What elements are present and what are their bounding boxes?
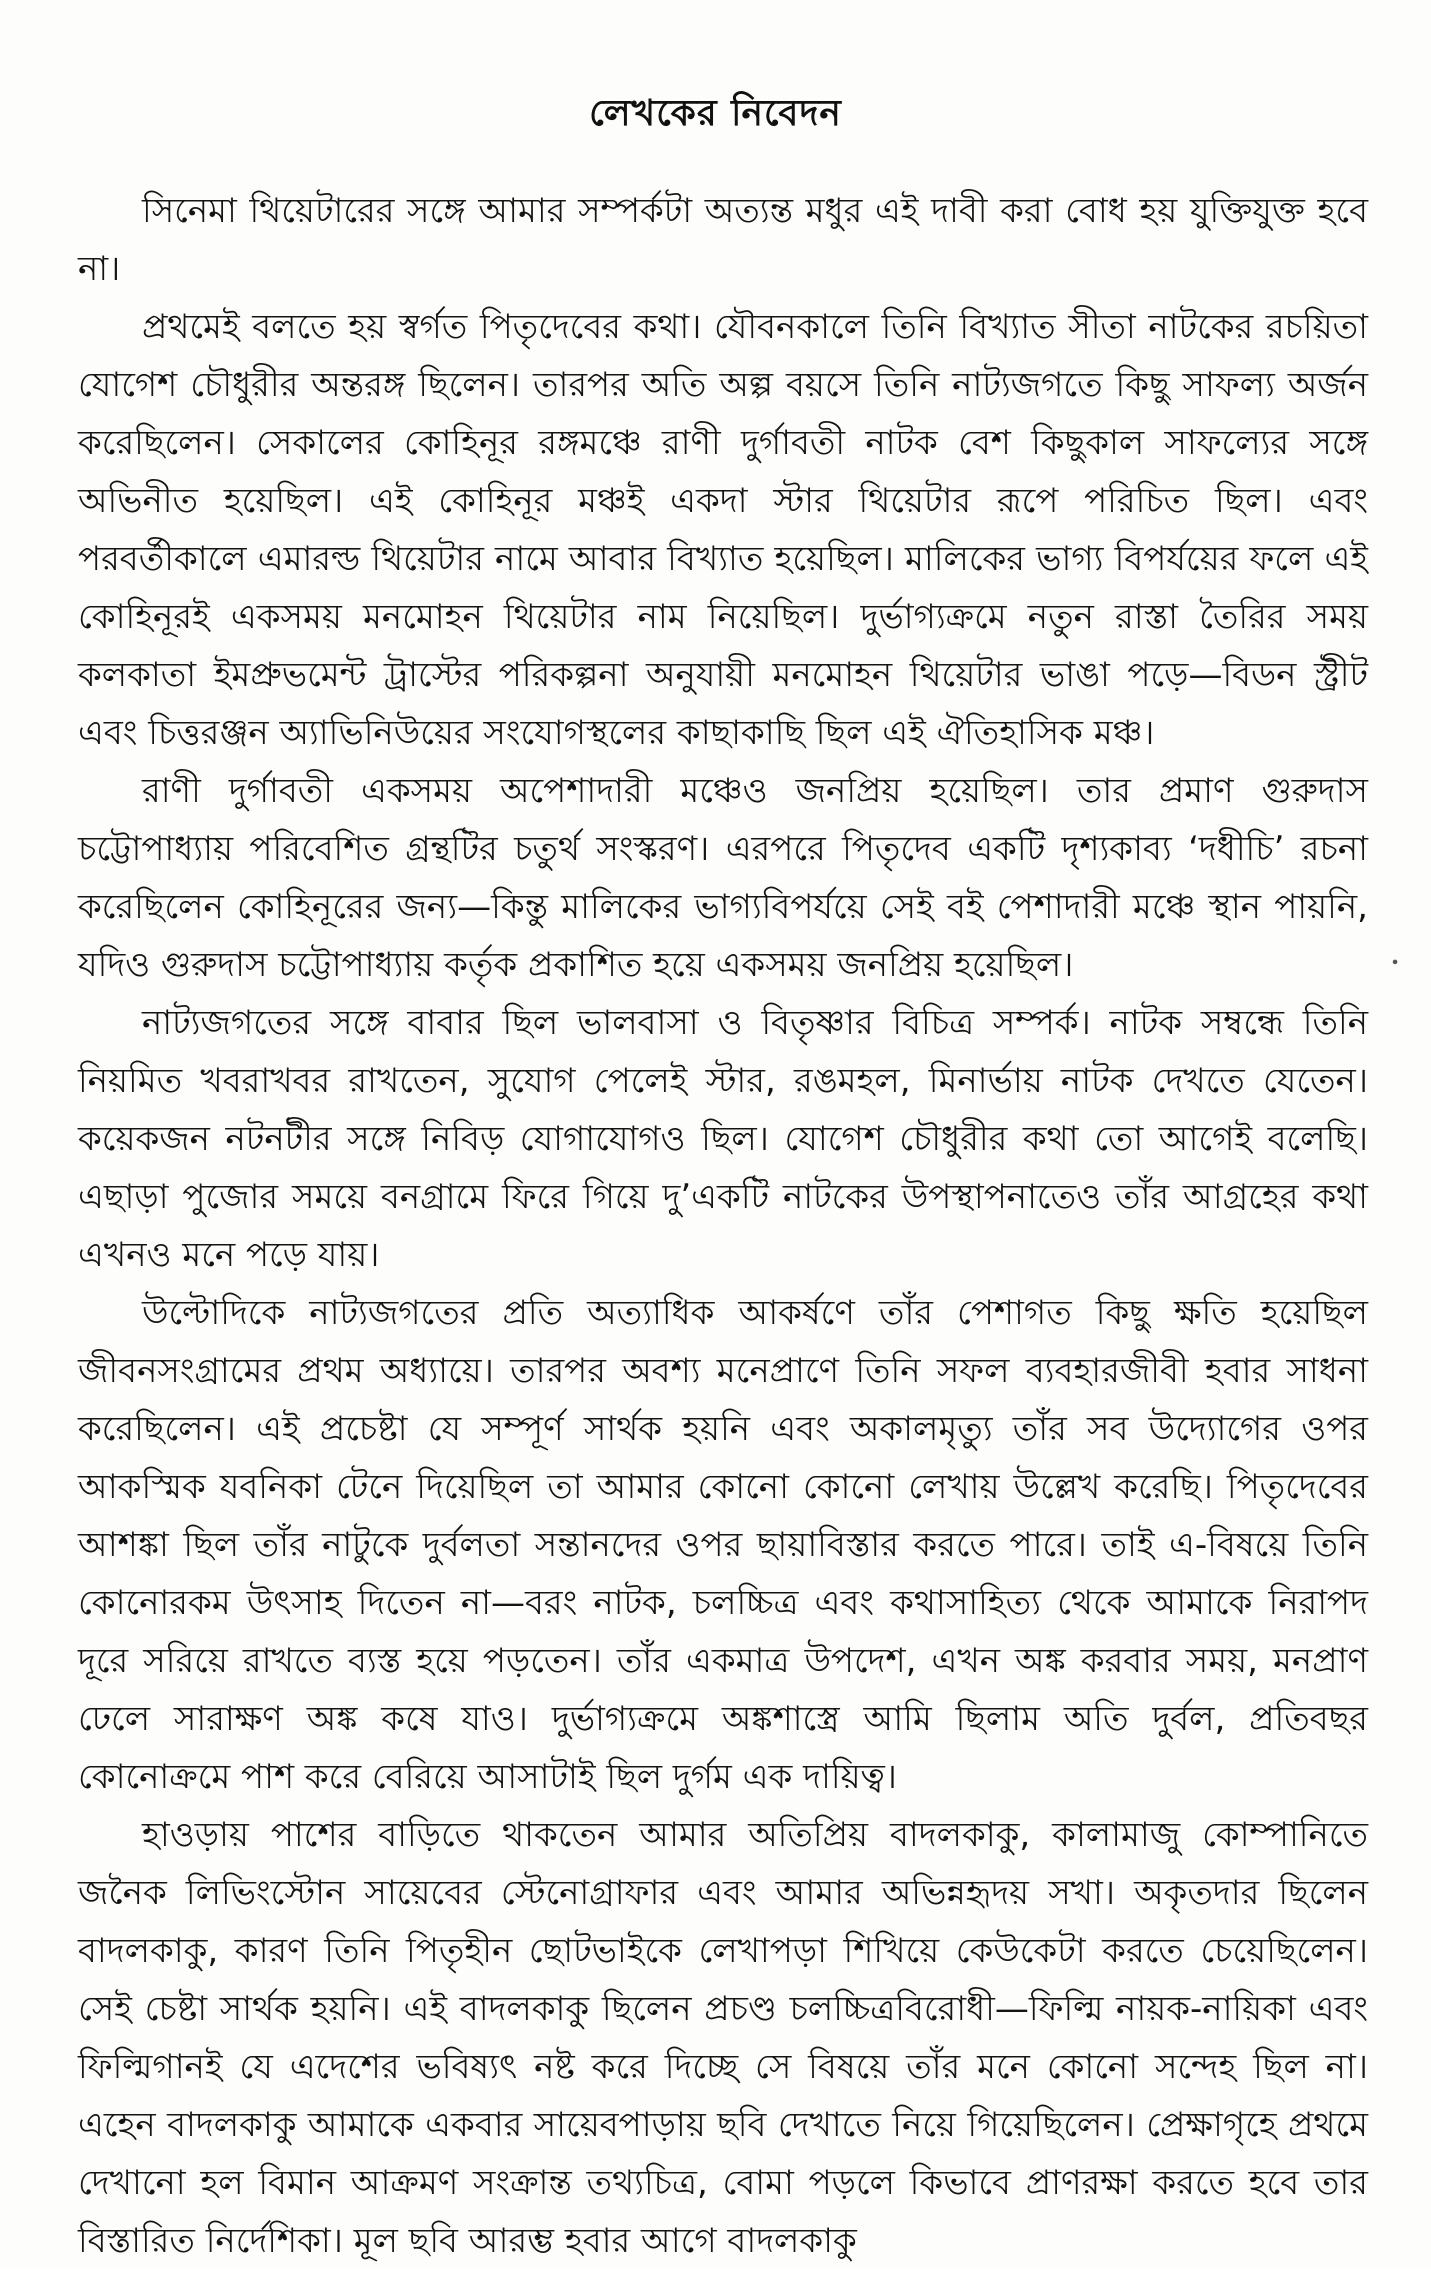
paragraph-1: সিনেমা থিয়েটারের সঙ্গে আমার সম্পর্কটা অত্যন্ত মধুর এই দাবী করা বোধ হয় যুক্তিযুক্ত হবে না। (78, 191, 1368, 289)
paragraph-2: প্রথমেই বলতে হয় স্বর্গত পিতৃদেবের কথা। যৌবনকালে তিনি বিখ্যাত সীতা নাটকের রচয়িতা যোগেশ চৌধুরীর অন্তরঙ্গ ছিলেন। তারপর অতি অল্প বয়সে তিনি নাট্যজগতে কিছু সাফল্য অর্জন করেছিলেন। সেকালের কোহিনূর রঙ্গমঞ্চে রাণী দুর্গাবতী নাটক বেশ কিছুকাল সাফল্যের সঙ্গে অভিনীত হয়েছিল। এই কোহিনূর মঞ্চই একদা স্টার থিয়েটার রূপে পরিচিত ছিল। এবং পরবর্তীকালে এমারল্ড থিয়েটার নামে আবার বিখ্যাত হয়েছিল। মালিকের ভাগ্য বিপর্যয়ের ফলে এই কোহিনূরই একসময় মনমোহন থিয়েটার নাম নিয়েছিল। দুর্ভাগ্যক্রমে নতুন রাস্তা তৈরির সময় কলকাতা ইমপ্রুভমেন্ট ট্রাস্টের পরিকল্পনা অনুযায়ী মনমোহন থিয়েটার ভাঙা পড়ে—বিডন স্ট্রীট এবং চিত্তরঞ্জন অ্যাভিনিউয়ের সংযোগস্থলের কাছাকাছি ছিল এই ঐতিহাসিক মঞ্চ। (78, 307, 1368, 753)
scan-speck: ∙ (1390, 952, 1401, 971)
body-text (78, 182, 1368, 2270)
paragraph-3: রাণী দুর্গাবতী একসময় অপেশাদারী মঞ্চেও জনপ্রিয় হয়েছিল। তার প্রমাণ গুরুদাস চট্টোপাধ্যায় পরিবেশিত গ্রন্থটির চতুর্থ সংস্করণ। এরপরে পিতৃদেব একটি দৃশ্যকাব্য ‘দধীচি’ রচনা করেছিলেন কোহিনূরের জন্য—কিন্তু মালিকের ভাগ্যবিপর্যয়ে সেই বই পেশাদারী মঞ্চে স্থান পায়নি, যদিও গুরুদাস চট্টোপাধ্যায় কর্তৃক প্রকাশিত হয়ে একসময় জনপ্রিয় হয়েছিল। (78, 771, 1368, 985)
paragraph-5: উল্টোদিকে নাট্যজগতের প্রতি অত্যাধিক আকর্ষণে তাঁর পেশাগত কিছু ক্ষতি হয়েছিল জীবনসংগ্রামের প্রথম অধ্যায়ে। তারপর অবশ্য মনেপ্রাণে তিনি সফল ব্যবহারজীবী হবার সাধনা করেছিলেন। এই প্রচেষ্টা যে সম্পূর্ণ সার্থক হয়নি এবং অকালমৃত্যু তাঁর সব উদ্যোগের ওপর আকস্মিক যবনিকা টেনে দিয়েছিল তা আমার কোনো কোনো লেখায় উল্লেখ করেছি। পিতৃদেবের আশঙ্কা ছিল তাঁর নাটুকে দুর্বলতা সন্তানদের ওপর ছায়াবিস্তার করতে পারে। তাই এ-বিষয়ে তিনি কোনোরকম উৎসাহ দিতেন না—বরং নাটক, চলচ্চিত্র এবং কথাসাহিত্য থেকে আমাকে নিরাপদ দূরে সরিয়ে রাখতে ব্যস্ত হয়ে পড়তেন। তাঁর একমাত্র উপদেশ, এখন অঙ্ক করবার সময়, মনপ্রাণ ঢেলে সারাক্ষণ অঙ্ক কষে যাও। দুর্ভাগ্যক্রমে অঙ্কশাস্ত্রে আমি ছিলাম অতি দুর্বল, প্রতিবছর কোনোক্রমে পাশ করে বেরিয়ে আসাটাই ছিল দুর্গম এক দায়িত্ব। (78, 1293, 1368, 1797)
paragraph-6: হাওড়ায় পাশের বাড়িতে থাকতেন আমার অতিপ্রিয় বাদলকাকু, কালামাজু কোম্পানিতে জনৈক লিভিংস্টোন সায়েবের স্টেনোগ্রাফার এবং আমার অভিন্নহৃদয় সখা। অকৃতদার ছিলেন বাদলকাকু, কারণ তিনি পিতৃহীন ছোটভাইকে লেখাপড়া শিখিয়ে কেউকেটা করতে চেয়েছিলেন। সেই চেষ্টা সার্থক হয়নি। এই বাদলকাকু ছিলেন প্রচণ্ড চলচ্চিত্রবিরোধী—ফিল্মি নায়ক-নায়িকা এবং ফিল্মিগানই যে এদেশের ভবিষ্যৎ নষ্ট করে দিচ্ছে সে বিষয়ে তাঁর মনে কোনো সন্দেহ ছিল না। এহেন বাদলকাকু আমাকে একবার সায়েবপাড়ায় ছবি দেখাতে নিয়ে গিয়েছিলেন। প্রেক্ষাগৃহে প্রথমে দেখানো হল বিমান আক্রমণ সংক্রান্ত তথ্যচিত্র, বোমা পড়লে কিভাবে প্রাণরক্ষা করতে হবে তার বিস্তারিত নির্দেশিকা। মূল ছবি আরম্ভ হবার আগে বাদলকাকু (78, 1815, 1368, 2261)
page-heading: লেখকের নিবেদন (589, 93, 842, 134)
paragraph-4: নাট্যজগতের সঙ্গে বাবার ছিল ভালবাসা ও বিতৃষ্ণার বিচিত্র সম্পর্ক। নাটক সম্বন্ধে তিনি নিয়মিত খবরাখবর রাখতেন, সুযোগ পেলেই স্টার, রঙমহল, মিনার্ভায় নাটক দেখতে যেতেন। কয়েকজন নটনটীর সঙ্গে নিবিড় যোগাযোগও ছিল। যোগেশ চৌধুরীর কথা তো আগেই বলেছি। এছাড়া পুজোর সময়ে বনগ্রামে ফিরে গিয়ে দু’একটি নাটকের উপস্থাপনাতেও তাঁর আগ্রহের কথা এখনও মনে পড়ে যায়। (78, 1003, 1368, 1275)
